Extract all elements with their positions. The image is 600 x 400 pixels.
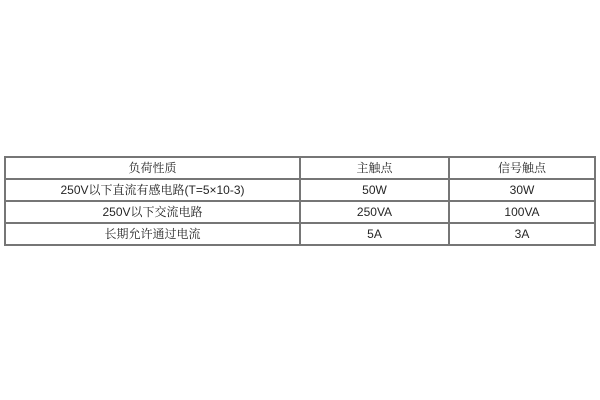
header-cell-load-nature: 负荷性质 [5, 157, 300, 179]
cell-signal-contact-value: 3A [449, 223, 595, 245]
table-row-ac-circuit [5, 201, 595, 223]
load-spec-table [4, 156, 596, 246]
table-body [5, 179, 595, 245]
cell-signal-contact-value: 100VA [449, 201, 595, 223]
cell-load-nature: 250V以下直流有感电路(T=5×10-3) [5, 179, 300, 201]
header-row [5, 157, 595, 179]
load-spec-table-container [4, 156, 594, 246]
cell-main-contact-value: 50W [300, 179, 449, 201]
header-cell-main-contact: 主触点 [300, 157, 449, 179]
cell-main-contact-value: 250VA [300, 201, 449, 223]
cell-load-nature: 250V以下交流电路 [5, 201, 300, 223]
cell-load-nature: 长期允许通过电流 [5, 223, 300, 245]
header-cell-signal-contact: 信号触点 [449, 157, 595, 179]
table-header [5, 157, 595, 179]
table-row-dc-inductive [5, 179, 595, 201]
cell-signal-contact-value: 30W [449, 179, 595, 201]
cell-main-contact-value: 5A [300, 223, 449, 245]
table-row-continuous-current [5, 223, 595, 245]
